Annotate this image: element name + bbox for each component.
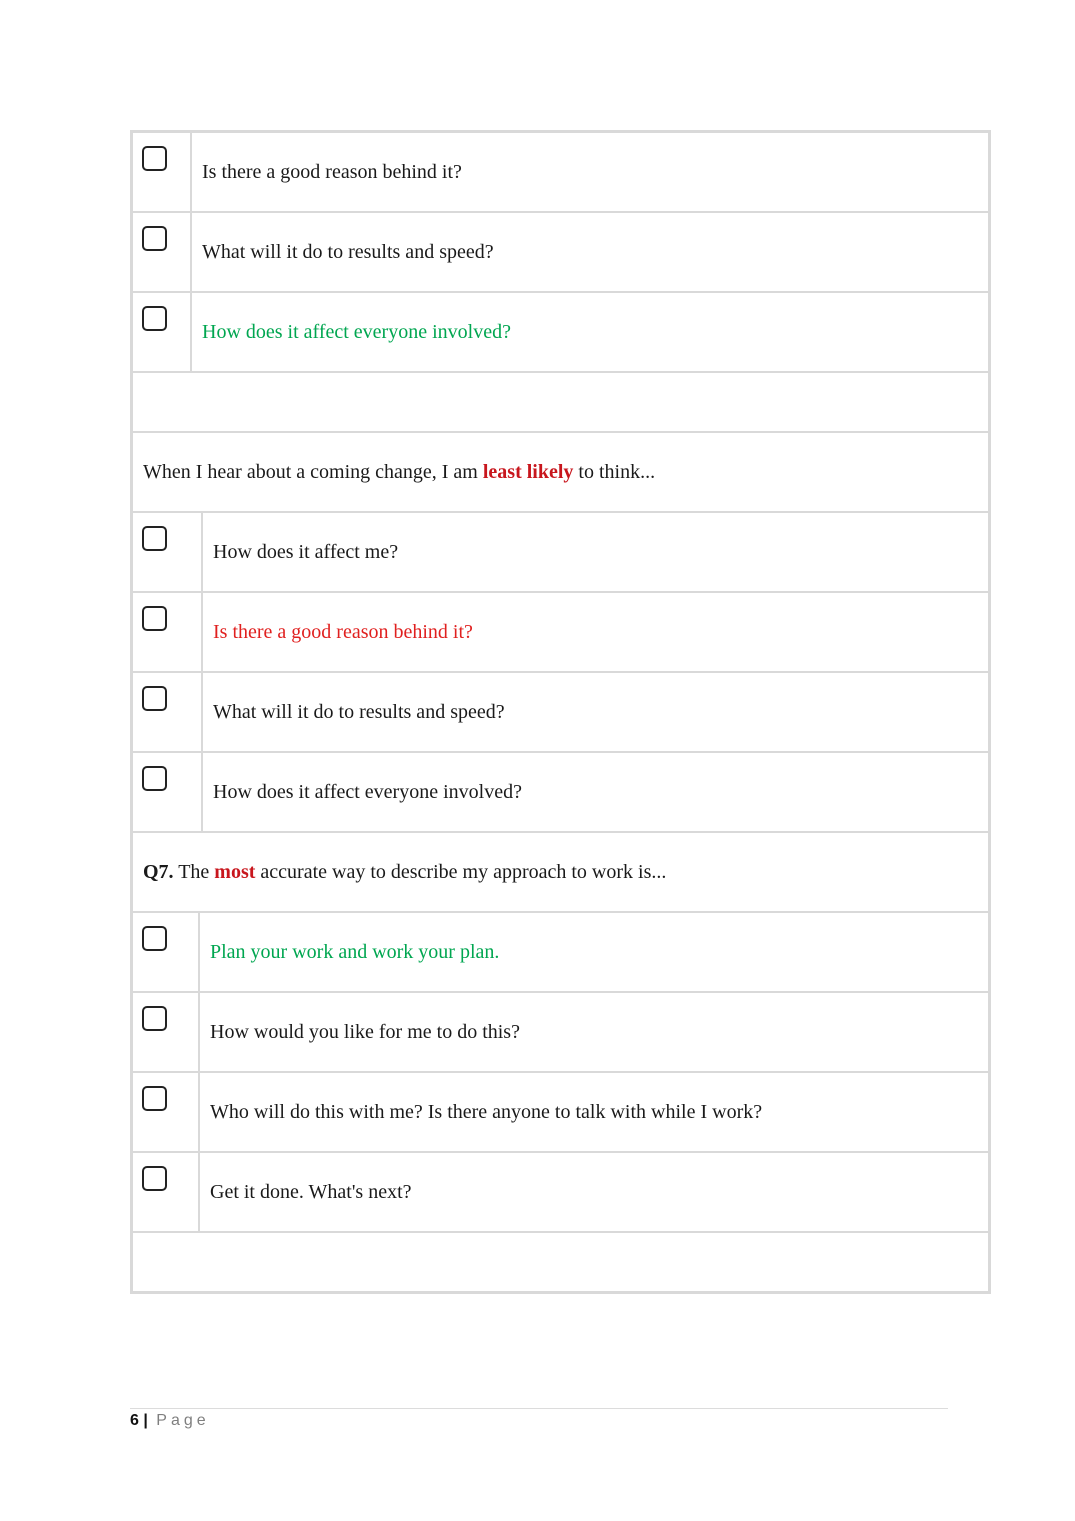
option-checkbox[interactable] [142,606,167,631]
checkbox-cell [133,673,203,751]
prompt-text: accurate way to describe my approach to work is... [255,860,667,883]
option-text: What will it do to results and speed? [213,700,505,723]
option-text: Who will do this with me? Is there anyone to talk with while I work? [210,1100,763,1123]
page-number: 6 [130,1412,139,1429]
option-row [133,293,988,373]
prompt-highlight: most [214,860,256,883]
checkbox-cell [133,1153,200,1231]
option-checkbox[interactable] [142,306,167,331]
option-row [133,213,988,293]
option-row [133,513,988,593]
option-text-marked: Plan your work and work your plan. [210,940,500,963]
survey-table [130,130,991,1294]
option-text: How does it affect me? [213,540,399,563]
question-prompt-row [133,833,988,913]
option-text-marked: How does it affect everyone involved? [202,320,511,343]
checkbox-cell [133,133,192,211]
prompt-text: to think... [573,460,656,483]
checkbox-cell [133,993,200,1071]
option-text-marked: Is there a good reason behind it? [213,620,473,643]
option-checkbox[interactable] [142,686,167,711]
checkbox-cell [133,213,192,291]
option-checkbox[interactable] [142,1166,167,1191]
option-checkbox[interactable] [142,226,167,251]
question-prompt [133,433,988,511]
option-row [133,913,988,993]
option-row [133,133,988,213]
option-row [133,753,988,833]
checkbox-cell [133,913,200,991]
option-text: What will it do to results and speed? [202,240,494,263]
option-text: How would you like for me to do this? [210,1020,520,1043]
option-checkbox[interactable] [142,526,167,551]
question-number: Q7. [143,860,174,883]
spacer-row [133,1233,988,1291]
option-text: How does it affect everyone involved? [213,780,522,803]
question-prompt-row [133,433,988,513]
page-label: Page [156,1412,210,1429]
checkbox-cell [133,593,203,671]
checkbox-cell [133,753,203,831]
option-row [133,993,988,1073]
option-text: Is there a good reason behind it? [202,160,462,183]
prompt-text: The [173,860,215,883]
footer-divider [130,1408,948,1409]
question-prompt [133,833,988,911]
option-checkbox[interactable] [142,766,167,791]
option-row [133,1073,988,1153]
option-text: Get it done. What's next? [210,1180,412,1203]
option-checkbox[interactable] [142,1006,167,1031]
option-row [133,673,988,753]
option-checkbox[interactable] [142,146,167,171]
checkbox-cell [133,1073,200,1151]
spacer-row [133,373,988,433]
checkbox-cell [133,293,192,371]
footer-separator: | [143,1412,148,1429]
option-row [133,593,988,673]
option-checkbox[interactable] [142,1086,167,1111]
prompt-highlight: least likely [482,460,574,483]
option-checkbox[interactable] [142,926,167,951]
option-row [133,1153,988,1233]
checkbox-cell [133,513,203,591]
prompt-text: When I hear about a coming change, I am [143,460,483,483]
page-footer [130,1412,210,1430]
